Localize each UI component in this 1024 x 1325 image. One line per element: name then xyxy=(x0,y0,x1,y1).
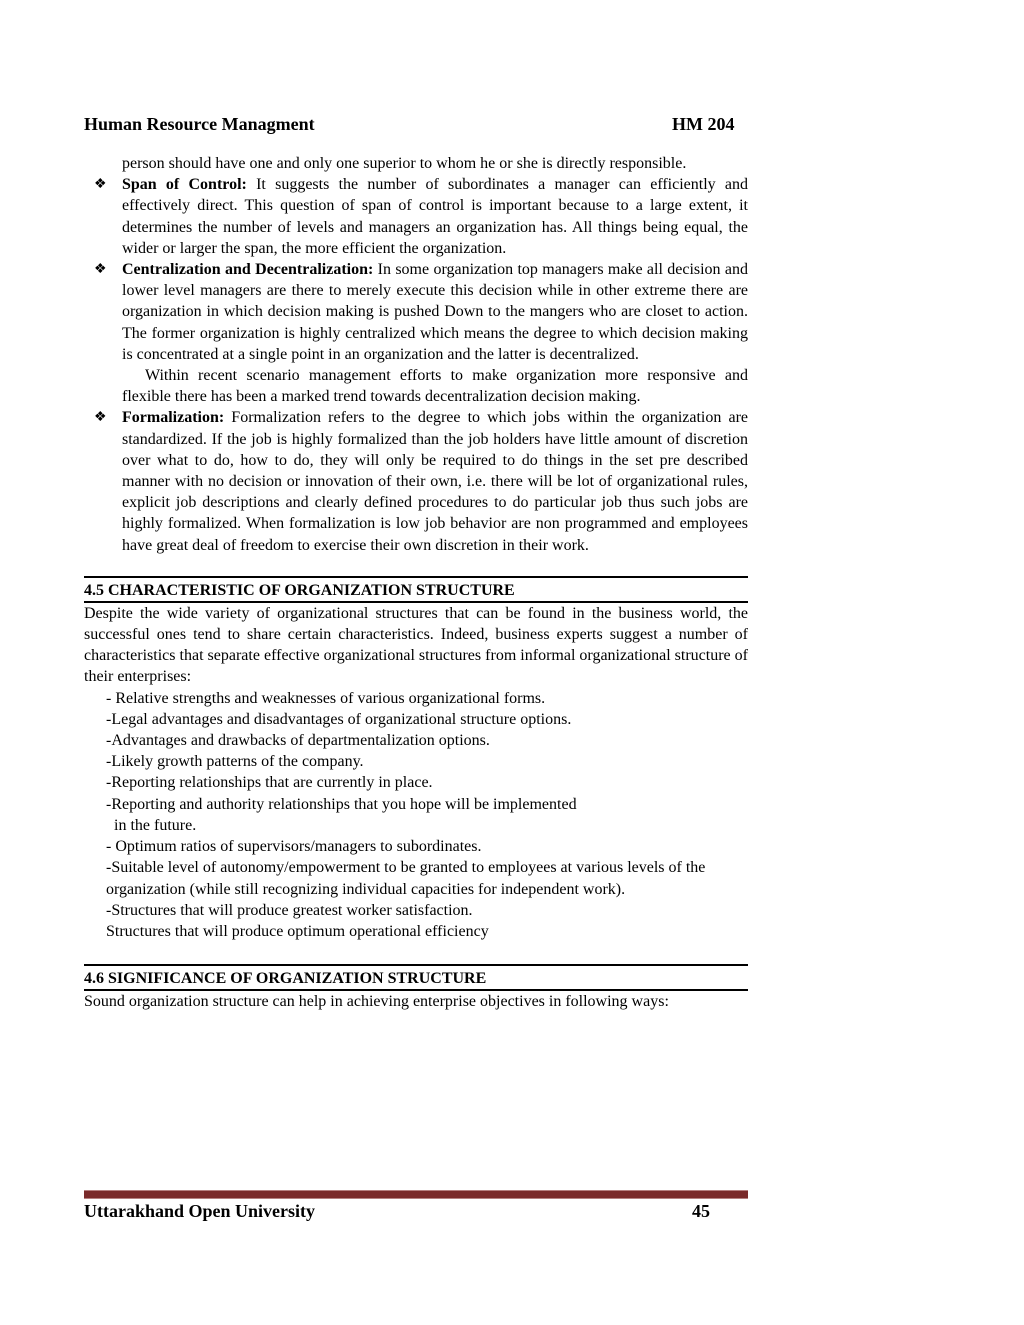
bullet-centralization xyxy=(84,259,748,365)
list-item: -Advantages and drawbacks of departmentalization options. xyxy=(106,732,490,750)
diamond-bullet-icon: ❖ xyxy=(94,177,107,193)
bullet-text: In some organization top managers make all decision and lower level managers are there to merely execute this decision while in other extreme there are organization in which decision making is pushed Down to the mangers who are closet to action. The former organization is highly centralized which means the degree to which decision making is concentrated at a single point in an organization and the latter is decentralized. xyxy=(122,261,748,363)
centralization-followup: Within recent scenario management efforts to make organization more responsive and flexible there has been a marked trend towards decentralization decision making. xyxy=(122,367,748,406)
list-item: - Optimum ratios of supervisors/managers to subordinates. xyxy=(106,838,482,856)
page-footer xyxy=(84,1201,748,1225)
bullet-term: Formalization: xyxy=(122,409,225,427)
intro-continuation: person should have one and only one superior to whom he or she is directly responsible. xyxy=(122,155,687,172)
diamond-bullet-icon: ❖ xyxy=(94,262,107,278)
section-heading-4-6: 4.6 SIGNIFICANCE OF ORGANIZATION STRUCTURE xyxy=(84,964,748,991)
list-item: -Suitable level of autonomy/empowerment to be granted to employees at various levels of the organization (while still recognizing individual capacities for independent work). xyxy=(106,859,706,898)
characteristics-list xyxy=(84,688,748,942)
list-item: - Relative strengths and weaknesses of various organizational forms. xyxy=(106,689,546,707)
page-number: 45 xyxy=(692,1201,710,1221)
bullet-term: Centralization and Decentralization: xyxy=(122,261,374,279)
bullet-text: Formalization refers to the degree to which jobs within the organization are standardized. If the job is highly formalized than the job holders have little amount of discretion over what to do, how to do, they will only be required to do things in the set pre described manner with no decision or innovation of their own, i.e. there will be lot of organizational rules, explicit job descriptions and clearly defined procedures to do particular job thus such jobs are highly formalized. When formalization is low job behavior are non programmed and employees have great deal of freedom to exercise their own discretion in their work. xyxy=(122,409,748,554)
bullet-text: It suggests the number of subordinates a manager can efficiently and effectively direct. This question of span of control is important because to a large extent, it determines the number of levels and managers an organization has. All things being equal, the wider or larger the span, the more efficient the organization. xyxy=(122,176,748,257)
list-item: -Structures that will produce greatest worker satisfaction. xyxy=(106,901,473,919)
list-item: -Legal advantages and disadvantages of organizational structure options. xyxy=(106,710,572,728)
section-4-5-intro: Despite the wide variety of organizational structures that can be found in the business world, the successful ones tend to share certain characteristics. Indeed, business experts suggest a number of characteristics that separate effective organizational structures from informal organizational structure of their enterprises: xyxy=(84,604,748,686)
list-item: -Reporting relationships that are currently in place. xyxy=(106,774,433,792)
bullet-span-of-control xyxy=(84,174,748,259)
footer-university: Uttarakhand Open University xyxy=(84,1201,316,1221)
header-title: Human Resource Managment xyxy=(84,114,315,134)
page-body xyxy=(84,153,748,1012)
list-item: -Reporting and authority relationships that you hope will be implemented xyxy=(106,795,577,813)
header-course-code: HM 204 xyxy=(672,114,735,134)
list-item: Structures that will produce optimum operational efficiency xyxy=(106,922,489,940)
section-4-6-intro: Sound organization structure can help in achieving enterprise objectives in following ways: xyxy=(84,993,669,1011)
page-header xyxy=(84,114,748,140)
list-item: in the future. xyxy=(106,816,197,834)
bullet-formalization xyxy=(84,407,748,555)
section-heading-4-5: 4.5 CHARACTERISTIC OF ORGANIZATION STRUCTURE xyxy=(84,576,748,603)
diamond-bullet-icon: ❖ xyxy=(94,410,107,426)
list-item: -Likely growth patterns of the company. xyxy=(106,753,364,771)
bullet-term: Span of Control: xyxy=(122,176,247,194)
footer-divider xyxy=(84,1190,748,1199)
